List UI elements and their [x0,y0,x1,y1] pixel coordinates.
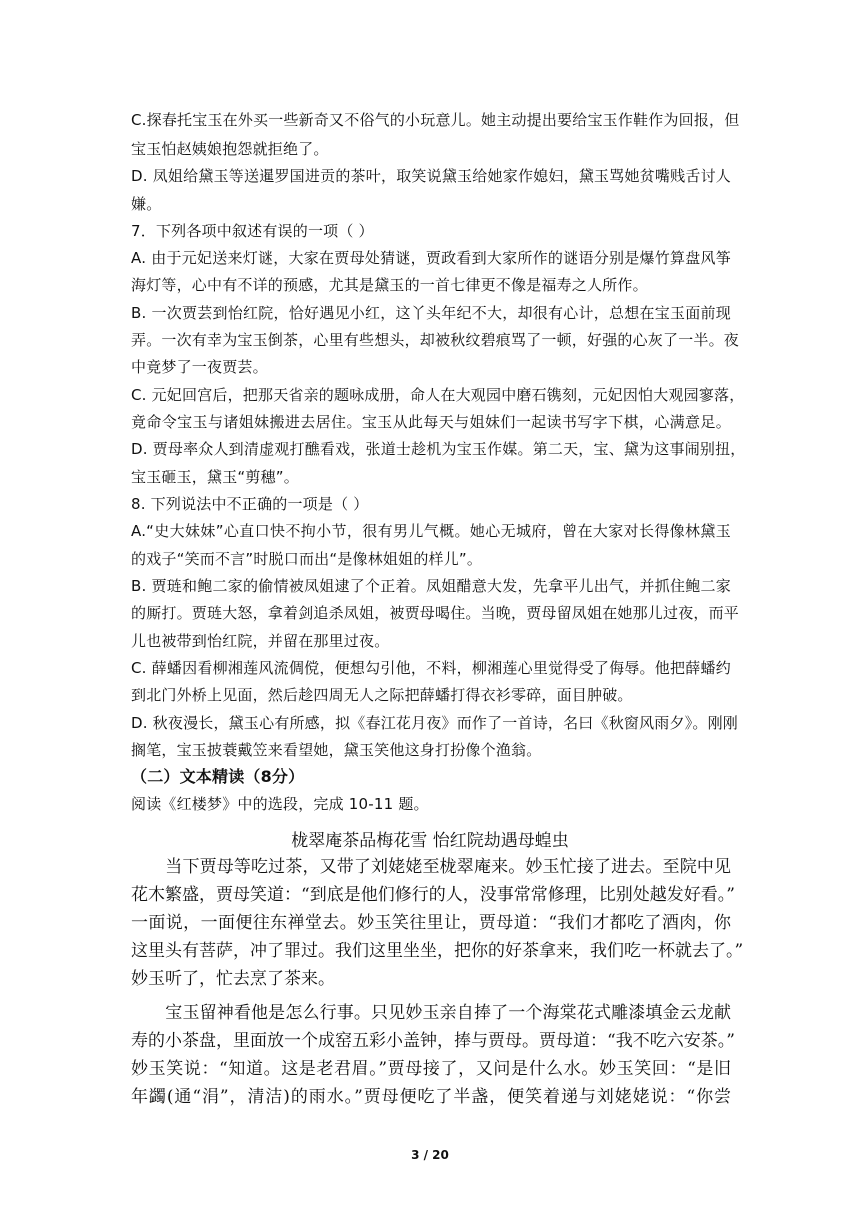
q7-option-b-line2: 弄。一次有幸为宝玉倒茶，心里有些想头，却被秋纹碧痕骂了一顿，好强的心灰了一半。夜 [131,331,740,349]
passage-title: 栊翠庵茶品梅花雪 怡红院劫遇母蝗虫 [291,831,569,851]
passage-line: 一面说，一面便往东禅堂去。妙玉笑往里让，贾母道：“我们才都吃了酒肉，你 [131,913,731,933]
q7-option-a-line1: A. 由于元妃送来灯谜，大家在贾母处猜谜，贾政看到大家所作的谜语分别是爆竹算盘风筝 [131,249,731,267]
q8-option-b-line3: 儿也被带到怡红院，并留在那里过夜。 [131,632,390,650]
q8-option-a-line1: A.“史大妹妹”心直口快不拘小节，很有男儿气概。她心无城府，曾在大家对长得像林黛玉 [131,522,731,540]
q8-stem: 8. 下列说法中不正确的一项是（ ） [131,495,369,513]
q8-option-d-line2: 搁笔，宝玉披蓑戴笠来看望她，黛玉笑他这身打扮像个渔翁。 [131,741,542,759]
passage-line: 花木繁盛，贾母笑道：“到底是他们修行的人，没事常常修理，比别处越发好看。” [131,885,735,905]
passage-line: 年蠲(通“涓”，清洁)的雨水。”贾母便吃了半盏，便笑着递与刘姥姥说：“你尝 [131,1087,731,1107]
q8-option-d-line1: D. 秋夜漫长，黛玉心有所感，拟《春江花月夜》而作了一首诗，名曰《秋窗风雨夕》。刚刚 [131,714,738,732]
q7-stem: 7．下列各项中叙述有误的一项（ ） [131,222,374,240]
q7-option-b-line3: 中竟梦了一夜贾芸。 [131,358,268,376]
q8-option-c-line1: C. 薛蟠因看柳湘莲风流倜傥，便想勾引他，不料，柳湘莲心里觉得受了侮辱。他把薛蟠约 [131,659,731,677]
passage-line: 妙玉笑说：“知道。这是老君眉。”贾母接了，又问是什么水。妙玉笑回：“是旧 [131,1059,731,1079]
q8-option-c-line2: 到北门外桥上见面，然后趁四周无人之际把薛蟠打得衣衫零碎，面目肿破。 [131,686,633,704]
reading-instruction: 阅读《红楼梦》中的选段，完成 10-11 题。 [131,795,429,813]
q8-option-a-line2: 的戏子“笑而不言”时脱口而出“是像林姐姐的样儿”。 [131,550,483,568]
passage-line: 妙玉听了，忙去烹了茶来。 [131,969,335,989]
passage-line: 寿的小茶盘，里面放一个成窑五彩小盖钟，捧与贾母。贾母道：“我不吃六安茶。” [131,1031,735,1051]
q6-option-c-line2: 宝玉怕赵姨娘抱怨就拒绝了。 [131,140,329,158]
q6-option-c-line1: C.探春托宝玉在外买一些新奇又不俗气的小玩意儿。她主动提出要给宝玉作鞋作为回报，但 [131,111,740,129]
q7-option-c-line1: C. 元妃回宫后，把那天省亲的题咏成册，命人在大观园中磨石镌刻，元妃因怕大观园寥落， [131,386,745,404]
q7-option-d-line1: D. 贾母率众人到清虚观打醮看戏，张道士趁机为宝玉作媒。第二天，宝、黛为这事闹别扭， [131,440,746,458]
q7-option-d-line2: 宝玉砸玉，黛玉“剪穗”。 [131,468,299,486]
section-heading: （二）文本精读（8分） [131,767,305,786]
passage-line: 这里头有菩萨，冲了罪过。我们这里坐坐，把你的好茶拿来，我们吃一杯就去了。” [131,941,744,961]
q8-option-b-line1: B. 贾琏和鲍二家的偷情被凤姐逮了个正着。凤姐醋意大发，先拿平儿出气，并抓住鲍二家 [131,577,731,595]
q6-option-d-line2: 嫌。 [131,195,162,213]
page-number: 3 / 20 [411,1148,449,1162]
q7-option-a-line2: 海灯等，心中有不详的预感，尤其是黛玉的一首七律更不像是福寿之人所作。 [131,276,648,294]
q8-option-b-line2: 的厮打。贾琏大怒，拿着剑追杀凤姐，被贾母喝住。当晚，贾母留凤姐在她那儿过夜，而平 [131,604,740,622]
q7-option-b-line1: B. 一次贾芸到怡红院，恰好遇见小红，这丫头年纪不大，却很有心计，总想在宝玉面前现 [131,304,731,322]
passage-line: 宝玉留神看他是怎么行事。只见妙玉亲自捧了一个海棠花式雕漆填金云龙献 [131,1003,731,1023]
q7-option-c-line2: 竟命令宝玉与诸姐妹搬进去居住。宝玉从此每天与姐妹们一起读书写字下棋，心满意足。 [131,413,731,431]
q6-option-d-line1: D. 凤姐给黛玉等送暹罗国进贡的茶叶，取笑说黛玉给她家作媳妇，黛玉骂她贫嘴贱舌讨人 [131,167,731,185]
passage-line: 当下贾母等吃过茶，又带了刘姥姥至栊翠庵来。妙玉忙接了进去。至院中见 [131,857,731,877]
